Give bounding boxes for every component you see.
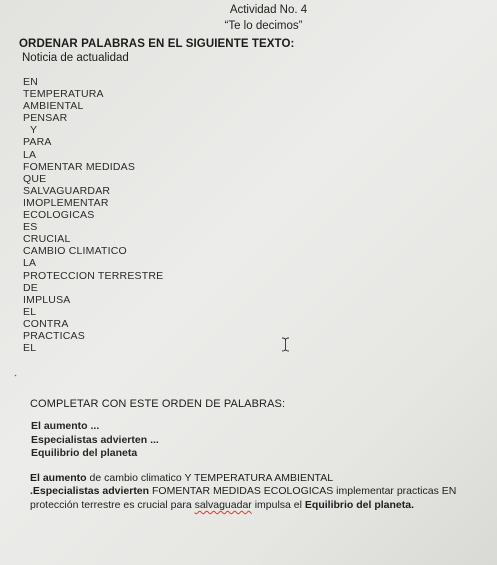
answer-line-2	[30, 485, 490, 498]
word-item: AMBIENTAL	[23, 100, 84, 113]
answer-bold: Equilibrio del planeta.	[304, 498, 415, 511]
completion-instruction: COMPLETAR CON ESTE ORDEN DE PALABRAS:	[30, 398, 286, 410]
word-item: CRUCIAL	[23, 233, 71, 246]
word-item: CONTRA	[23, 317, 69, 330]
activity-title: Actividad No. 4	[229, 4, 308, 16]
task-subheading: Noticia de actualidad	[22, 52, 129, 64]
answer-paragraph[interactable]	[30, 472, 490, 512]
answer-text: de cambio climatico Y TEMPERATURA AMBIENTAL	[86, 472, 334, 484]
stray-mark	[14, 374, 17, 377]
answer-bold: El aumento	[30, 472, 87, 484]
word-item: EL	[23, 305, 37, 318]
word-item: Y	[30, 124, 38, 137]
word-item: PENSAR	[23, 112, 68, 125]
word-item: SALVAGUARDAR	[23, 184, 111, 197]
answer-bold: .Especialistas advierten	[30, 485, 150, 498]
word-item: PRACTICAS	[23, 329, 85, 342]
answer-text: impulsa el	[251, 498, 305, 511]
activity-quote: “Te lo decimos”	[224, 20, 303, 32]
word-item: EL	[23, 342, 37, 355]
word-item: TEMPERATURA	[23, 88, 104, 101]
completion-hints	[31, 420, 159, 461]
task-heading: ORDENAR PALABRAS EN EL SIGUIENTE TEXTO:	[19, 38, 295, 50]
word-item: ECOLOGICAS	[23, 209, 95, 222]
word-item: PARA	[23, 136, 52, 149]
word-item: LA	[23, 148, 37, 161]
word-item: DE	[23, 281, 38, 294]
misspelled-word[interactable]: salvaguadar	[194, 498, 252, 511]
word-item: IMPLUSA	[23, 293, 71, 306]
word-item: CAMBIO CLIMATICO	[23, 245, 127, 258]
answer-line-1	[30, 472, 490, 485]
hint-line: Equilibrio del planeta	[31, 447, 138, 459]
text-cursor-ibeam-icon	[281, 337, 290, 352]
word-item: ES	[23, 221, 38, 234]
word-list	[23, 76, 163, 354]
answer-text: FOMENTAR MEDIDAS ECOLOGICAS implementar practicas EN	[149, 485, 457, 498]
answer-line-3	[30, 499, 490, 512]
word-item: IMOPLEMENTAR	[23, 196, 109, 209]
answer-text: protección terrestre es crucial para	[30, 498, 195, 511]
word-item: EN	[23, 76, 38, 88]
hint-line: El aumento ...	[31, 420, 100, 432]
hint-line: Especialistas advierten ...	[31, 433, 159, 446]
word-item: FOMENTAR MEDIDAS	[23, 160, 136, 173]
word-item: QUE	[23, 172, 47, 185]
word-item: PROTECCION TERRESTRE	[23, 269, 164, 282]
word-item: LA	[23, 257, 37, 270]
